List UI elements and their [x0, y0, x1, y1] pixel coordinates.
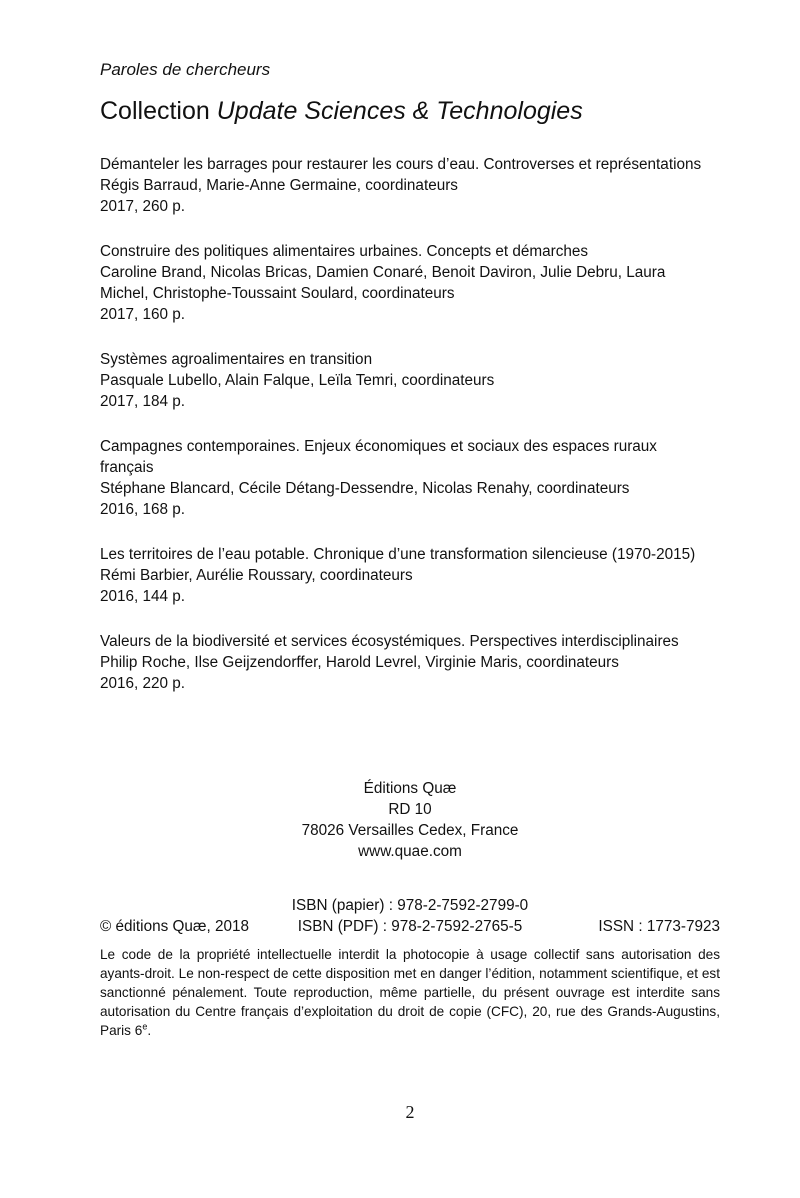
publisher-name: Éditions Quæ: [363, 780, 457, 797]
book-authors: Philip Roche, Ilse Geijzendorffer, Harold Levrel, Virginie Maris, coordinateurs: [100, 654, 619, 671]
collection-prefix: Collection: [100, 97, 217, 125]
book-entry: [100, 241, 720, 325]
publisher-block: [100, 778, 720, 862]
book-title: Valeurs de la biodiversité et services écosystémiques. Perspectives interdisciplinaires: [100, 633, 679, 650]
book-year-pages: 2016, 168 p.: [100, 501, 186, 518]
series-title: Paroles de chercheurs: [100, 60, 271, 79]
isbn-row: [100, 916, 720, 937]
book-title: français: [100, 459, 154, 476]
book-authors: Rémi Barbier, Aurélie Roussary, coordinateurs: [100, 567, 413, 584]
book-authors: Caroline Brand, Nicolas Bricas, Damien Conaré, Benoit Daviron, Julie Debru, Laura: [100, 264, 666, 281]
legal-text: Le code de la propriété intellectuelle interdit la photocopie à usage collectif sans autorisation des ayants-droit. Le non-respect de cette disposition met en danger l’édition, notamment scientifique, et est sanctionné pénalement. Toute reproduction, même partielle, du présent ouvrage est interdite sans autorisation du Centre français d’exploitation du droit de copie (CFC), 20, rue des Grands-Augustins, Paris 6: [100, 947, 720, 1038]
legal-text-end: .: [147, 1023, 152, 1038]
publisher-address: 78026 Versailles Cedex, France: [301, 822, 519, 839]
book-authors: Michel, Christophe-Toussaint Soulard, coordinateurs: [100, 285, 455, 302]
book-list: [100, 154, 720, 694]
book-title: Démanteler les barrages pour restaurer les cours d’eau. Controverses et représentations: [100, 156, 702, 173]
copyright-notice: © éditions Quæ, 2018: [100, 918, 250, 935]
book-entry: [100, 436, 720, 520]
isbn-block: [100, 895, 720, 937]
book-year-pages: 2017, 160 p.: [100, 306, 186, 323]
book-entry: [100, 349, 720, 412]
isbn-pdf: ISBN (PDF) : 978-2-7592-2765-5: [297, 918, 523, 935]
book-entry: [100, 631, 720, 694]
collection-heading: [100, 96, 720, 126]
book-entry: [100, 544, 720, 607]
book-title: Construire des politiques alimentaires urbaines. Concepts et démarches: [100, 243, 589, 260]
publisher-website: www.quae.com: [358, 843, 462, 860]
collection-name: Update Sciences & Technologies: [216, 97, 583, 125]
book-year-pages: 2017, 260 p.: [100, 198, 186, 215]
book-title: Les territoires de l’eau potable. Chronique d’une transformation silencieuse (1970-2015): [100, 546, 696, 563]
book-entry: [100, 154, 720, 217]
publisher-address: RD 10: [388, 801, 432, 818]
book-year-pages: 2017, 184 p.: [100, 393, 186, 410]
book-authors: Stéphane Blancard, Cécile Détang-Dessendre, Nicolas Renahy, coordinateurs: [100, 480, 630, 497]
book-year-pages: 2016, 220 p.: [100, 675, 186, 692]
legal-superscript: e: [142, 1021, 148, 1032]
issn: ISSN : 1773-7923: [598, 918, 720, 935]
book-title: Systèmes agroalimentaires en transition: [100, 351, 373, 368]
book-authors: Régis Barraud, Marie-Anne Germaine, coordinateurs: [100, 177, 458, 194]
book-authors: Pasquale Lubello, Alain Falque, Leïla Temri, coordinateurs: [100, 372, 495, 389]
isbn-paper: ISBN (papier) : 978-2-7592-2799-0: [291, 897, 529, 914]
page-number: 2: [405, 1102, 415, 1122]
book-year-pages: 2016, 144 p.: [100, 588, 186, 605]
legal-notice: [100, 945, 720, 1040]
book-title: Campagnes contemporaines. Enjeux économiques et sociaux des espaces ruraux: [100, 438, 657, 455]
